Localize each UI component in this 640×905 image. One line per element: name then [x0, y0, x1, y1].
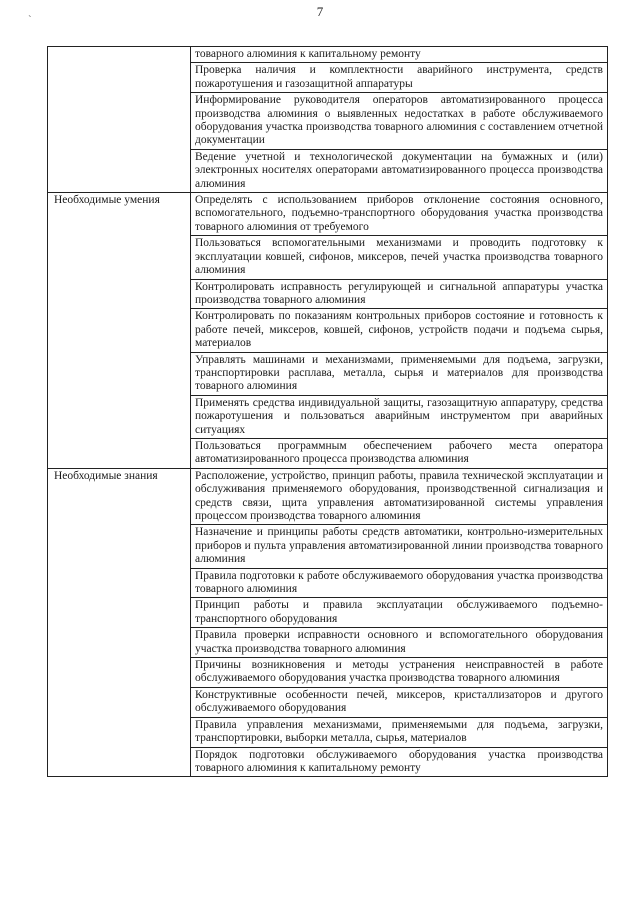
- table-cell: Управлять машинами и механизмами, применяемыми для подъема, загрузки, транспортировки расплава, металла, сырья и материалов для производства товарного алюминия: [191, 352, 608, 395]
- table-cell: Ведение учетной и технологической документации на бумажных и (или) электронных носителях операторами автоматизированного процесса производства алюминия: [191, 149, 608, 192]
- table-cell: Проверка наличия и комплектности аварийного инструмента, средств пожаротушения и газозащитной аппаратуры: [191, 63, 608, 93]
- table-cell: Правила проверки исправности основного и вспомогательного оборудования участка производства товарного алюминия: [191, 628, 608, 658]
- table-cell: Правила подготовки к работе обслуживаемого оборудования участка производства товарного алюминия: [191, 568, 608, 598]
- section-label-cell: [48, 47, 191, 193]
- table-cell: Информирование руководителя операторов автоматизированного процесса производства алюминия о выявленных недостатках в работе обслуживаемого оборудования участка производства товарного алюминия с составлением отчетной документации: [191, 93, 608, 150]
- table-cell: Правила управления механизмами, применяемыми для подъема, загрузки, транспортировки, выборки металла, сырья, материалов: [191, 717, 608, 747]
- page-number: 7: [316, 4, 324, 19]
- table-cell: Причины возникновения и методы устранения неисправностей в работе обслуживаемого оборудования участка производства товарного алюминия: [191, 658, 608, 688]
- competency-table: [47, 46, 608, 777]
- table-cell: товарного алюминия к капитальному ремонту: [191, 47, 608, 63]
- table-row: [48, 47, 608, 63]
- table-cell: Контролировать по показаниям контрольных приборов состояние и готовность к работе печей, миксеров, ковшей, сифонов, устройств подачи и подъема сырья, материалов: [191, 309, 608, 352]
- section-label: Необходимые умения: [54, 194, 160, 207]
- table-cell: Контролировать исправность регулирующей и сигнальной аппаратуры участка производства товарного алюминия: [191, 279, 608, 309]
- table-cell: Назначение и принципы работы средств автоматики, контрольно-измерительных приборов и пульта управления автоматизированной линии производства товарного алюминия: [191, 525, 608, 568]
- table-cell: Применять средства индивидуальной защиты, газозащитную аппаратуру, средства пожаротушения и пользоваться аварийным инструментом при аварийных ситуациях: [191, 395, 608, 438]
- scan-mark: `: [28, 14, 32, 26]
- table-cell: Определять с использованием приборов отклонение состояния основного, вспомогательного, подъемно-транспортного оборудования участка производства товарного алюминия от требуемого: [191, 193, 608, 236]
- table-row: [48, 468, 608, 525]
- section-label: Необходимые знания: [54, 469, 158, 482]
- table-cell: Пользоваться программным обеспечением рабочего места оператора автоматизированного процесса производства алюминия: [191, 438, 608, 468]
- table-cell: Пользоваться вспомогательными механизмами и проводить подготовку к эксплуатации ковшей, сифонов, миксеров, печей участка производства товарного алюминия: [191, 236, 608, 279]
- section-label-cell: [48, 468, 191, 777]
- section-label-cell: [48, 193, 191, 469]
- table-cell: Конструктивные особенности печей, миксеров, кристаллизаторов и другого обслуживаемого оборудования: [191, 687, 608, 717]
- table-row: [48, 193, 608, 236]
- table-cell: Принцип работы и правила эксплуатации обслуживаемого подъемно-транспортного оборудования: [191, 598, 608, 628]
- table-cell: Расположение, устройство, принцип работы, правила технической эксплуатации и обслуживания применяемого оборудования, производственной сигнализация и средств связи, щита управления автоматизированной системы управления процессом производства товарного алюминия: [191, 468, 608, 525]
- table-cell: Порядок подготовки обслуживаемого оборудования участка производства товарного алюминия к капитальному ремонту: [191, 747, 608, 777]
